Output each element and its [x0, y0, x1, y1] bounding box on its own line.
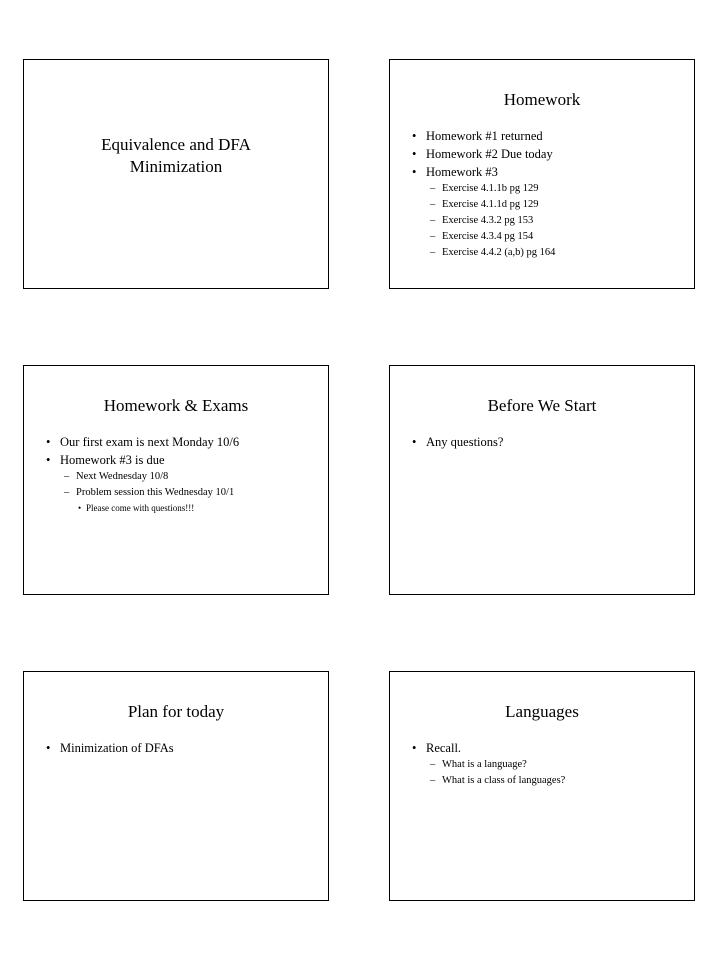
bullet-icon: •: [412, 165, 417, 179]
dash-icon: –: [430, 183, 436, 194]
bullet-list: [412, 433, 686, 451]
sub-bullet-item: – Exercise 4.3.2 pg 153: [412, 213, 686, 229]
dash-icon: –: [64, 471, 70, 482]
bullet-item: • Homework #2 Due today: [412, 147, 553, 161]
bullet-item: • Homework #3 is due: [46, 453, 165, 467]
dash-icon: –: [430, 775, 436, 786]
bullet-list: [46, 739, 320, 757]
slide-4: [389, 365, 695, 595]
slide-3: [23, 365, 329, 595]
slide-2: [389, 59, 695, 289]
slide-title: Plan for today: [127, 702, 225, 721]
bullet-item: • Minimization of DFAs: [46, 741, 174, 755]
bullet-icon: •: [46, 741, 51, 755]
slide-title: Languages: [505, 702, 579, 721]
bullet-item: • Homework #1 returned: [412, 129, 543, 143]
bullet-list: [46, 433, 320, 515]
slide-title: Homework: [503, 90, 581, 109]
bullet-icon: •: [46, 435, 51, 449]
slide-title: Homework & Exams: [103, 396, 249, 415]
sub-bullet-item: – Exercise 4.4.2 (a,b) pg 164: [412, 245, 686, 261]
sub-bullet-item: – Exercise 4.3.4 pg 154: [412, 229, 686, 245]
slide-title: Before We Start: [487, 396, 597, 415]
dash-icon: –: [430, 199, 436, 210]
dash-icon: –: [430, 247, 436, 258]
slide-title: [24, 134, 328, 178]
bullet-icon: •: [412, 129, 417, 143]
sub-bullet-item: – Next Wednesday 10/8: [46, 469, 320, 485]
slide-6: [389, 671, 695, 901]
sub-bullet-item: – Problem session this Wednesday 10/1: [46, 485, 320, 501]
sub-sub-bullet-item: • Please come with questions!!!: [78, 503, 195, 513]
sub-bullet-item: – What is a language?: [412, 757, 686, 773]
title-line-2: Minimization: [129, 157, 223, 176]
bullet-icon: •: [412, 435, 417, 449]
bullet-item: • Any questions?: [412, 435, 504, 449]
dash-icon: –: [64, 487, 70, 498]
dash-icon: –: [430, 759, 436, 770]
bullet-icon: •: [78, 503, 82, 513]
bullet-list: [412, 127, 686, 261]
dash-icon: –: [430, 231, 436, 242]
bullet-item: • Homework #3: [412, 165, 498, 179]
sub-bullet-item: – Exercise 4.1.1d pg 129: [412, 197, 686, 213]
bullet-list: [412, 739, 686, 789]
bullet-icon: •: [412, 147, 417, 161]
sub-bullet-item: – What is a class of languages?: [412, 773, 686, 789]
bullet-icon: •: [46, 453, 51, 467]
sub-bullet-item: – Exercise 4.1.1b pg 129: [412, 181, 686, 197]
dash-icon: –: [430, 215, 436, 226]
slide-1: [23, 59, 329, 289]
slide-5: [23, 671, 329, 901]
bullet-item: • Our first exam is next Monday 10/6: [46, 435, 240, 449]
bullet-item: • Recall.: [412, 741, 462, 755]
title-line-1: Equivalence and DFA: [101, 135, 251, 154]
bullet-icon: •: [412, 741, 417, 755]
